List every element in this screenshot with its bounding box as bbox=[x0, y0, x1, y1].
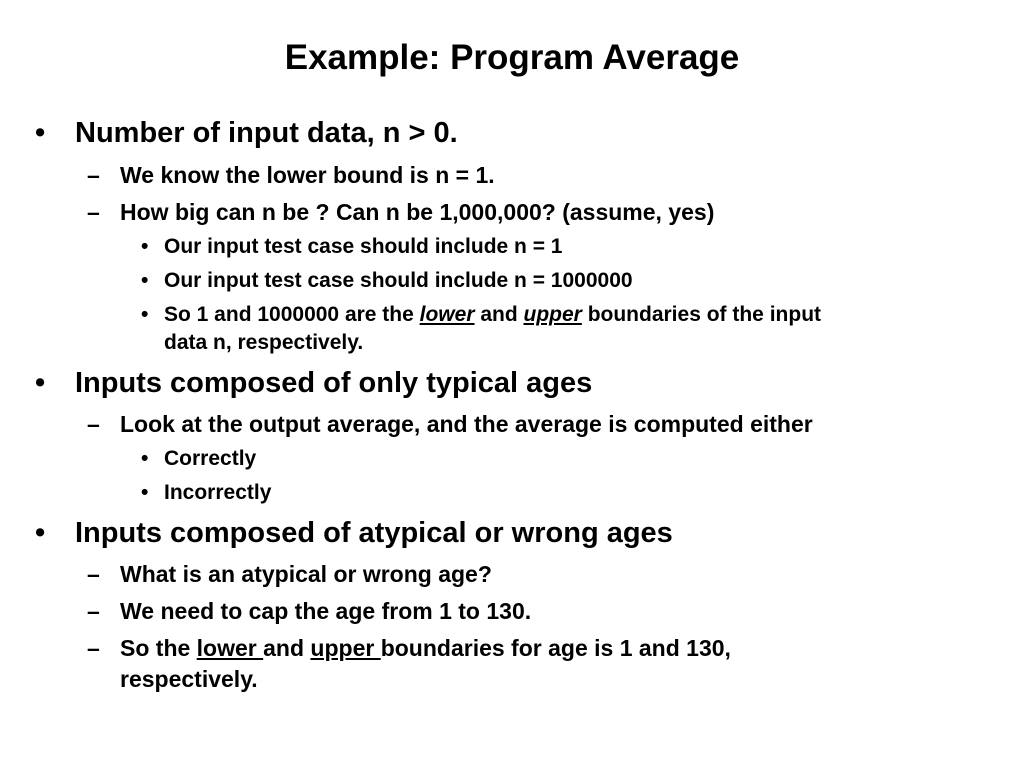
bullet-mark: • bbox=[141, 269, 149, 292]
sub-sub-item-n-1 bbox=[141, 233, 563, 261]
text-segment: So the bbox=[120, 635, 197, 661]
sub-item-how-big bbox=[87, 197, 715, 228]
emphasis-upper: upper bbox=[523, 303, 582, 326]
text-continuation: data n, respectively. bbox=[164, 331, 364, 354]
text-segment: and bbox=[474, 303, 524, 326]
sub-sub-item-text: Our input test case should include n = 1000000 bbox=[164, 269, 633, 292]
bullet-text: Inputs composed of only typical ages bbox=[75, 367, 593, 399]
bullet-item-input-count bbox=[35, 116, 458, 150]
emphasis-upper: upper bbox=[310, 635, 381, 661]
text-segment: So 1 and 1000000 are the bbox=[164, 303, 420, 326]
sub-sub-item-boundaries bbox=[141, 301, 822, 357]
sub-item-lower-bound bbox=[87, 160, 495, 191]
sub-sub-item-text: Correctly bbox=[164, 447, 257, 470]
sub-sub-item-text: Our input test case should include n = 1 bbox=[164, 235, 563, 258]
text-segment: boundaries of the input bbox=[581, 303, 822, 326]
bullet-mark: • bbox=[35, 367, 46, 399]
sub-item-text: We need to cap the age from 1 to 130. bbox=[120, 598, 532, 624]
sub-item-text: How big can n be ? Can n be 1,000,000? (assume, yes) bbox=[120, 199, 715, 225]
sub-sub-item-incorrectly bbox=[141, 479, 272, 507]
text-segment: boundaries for age is 1 and 130, bbox=[380, 635, 731, 661]
bullet-mark: • bbox=[141, 481, 149, 504]
sub-sub-item-correctly bbox=[141, 445, 257, 473]
bullet-mark: • bbox=[141, 447, 149, 470]
dash-mark: – bbox=[87, 598, 100, 624]
bullet-mark: • bbox=[141, 235, 149, 258]
emphasis-lower: lower bbox=[419, 303, 475, 326]
text-continuation: respectively. bbox=[120, 666, 258, 692]
sub-item-text: We know the lower bound is n = 1. bbox=[120, 162, 495, 188]
dash-mark: – bbox=[87, 411, 100, 437]
emphasis-lower: lower bbox=[196, 635, 264, 661]
sub-item-age-boundaries bbox=[87, 633, 731, 695]
sub-sub-item-n-1000000 bbox=[141, 267, 633, 295]
sub-item-text: What is an atypical or wrong age? bbox=[120, 561, 492, 587]
sub-item-output-average bbox=[87, 409, 813, 440]
sub-sub-item-text: Incorrectly bbox=[164, 481, 272, 504]
sub-item-text: Look at the output average, and the average is computed either bbox=[120, 411, 813, 437]
bullet-item-atypical-ages bbox=[35, 516, 673, 550]
dash-mark: – bbox=[87, 561, 100, 587]
bullet-mark: • bbox=[35, 517, 46, 549]
bullet-mark: • bbox=[141, 303, 149, 326]
bullet-text: Inputs composed of atypical or wrong ages bbox=[75, 517, 673, 549]
dash-mark: – bbox=[87, 635, 100, 661]
slide-title: Example: Program Average bbox=[284, 38, 740, 77]
sub-item-atypical-question bbox=[87, 559, 492, 590]
dash-mark: – bbox=[87, 162, 100, 188]
text-segment: and bbox=[263, 635, 311, 661]
bullet-mark: • bbox=[35, 117, 46, 149]
bullet-text: Number of input data, n > 0. bbox=[75, 117, 458, 149]
dash-mark: – bbox=[87, 199, 100, 225]
sub-item-cap-age bbox=[87, 596, 532, 627]
bullet-item-typical-ages bbox=[35, 366, 593, 400]
